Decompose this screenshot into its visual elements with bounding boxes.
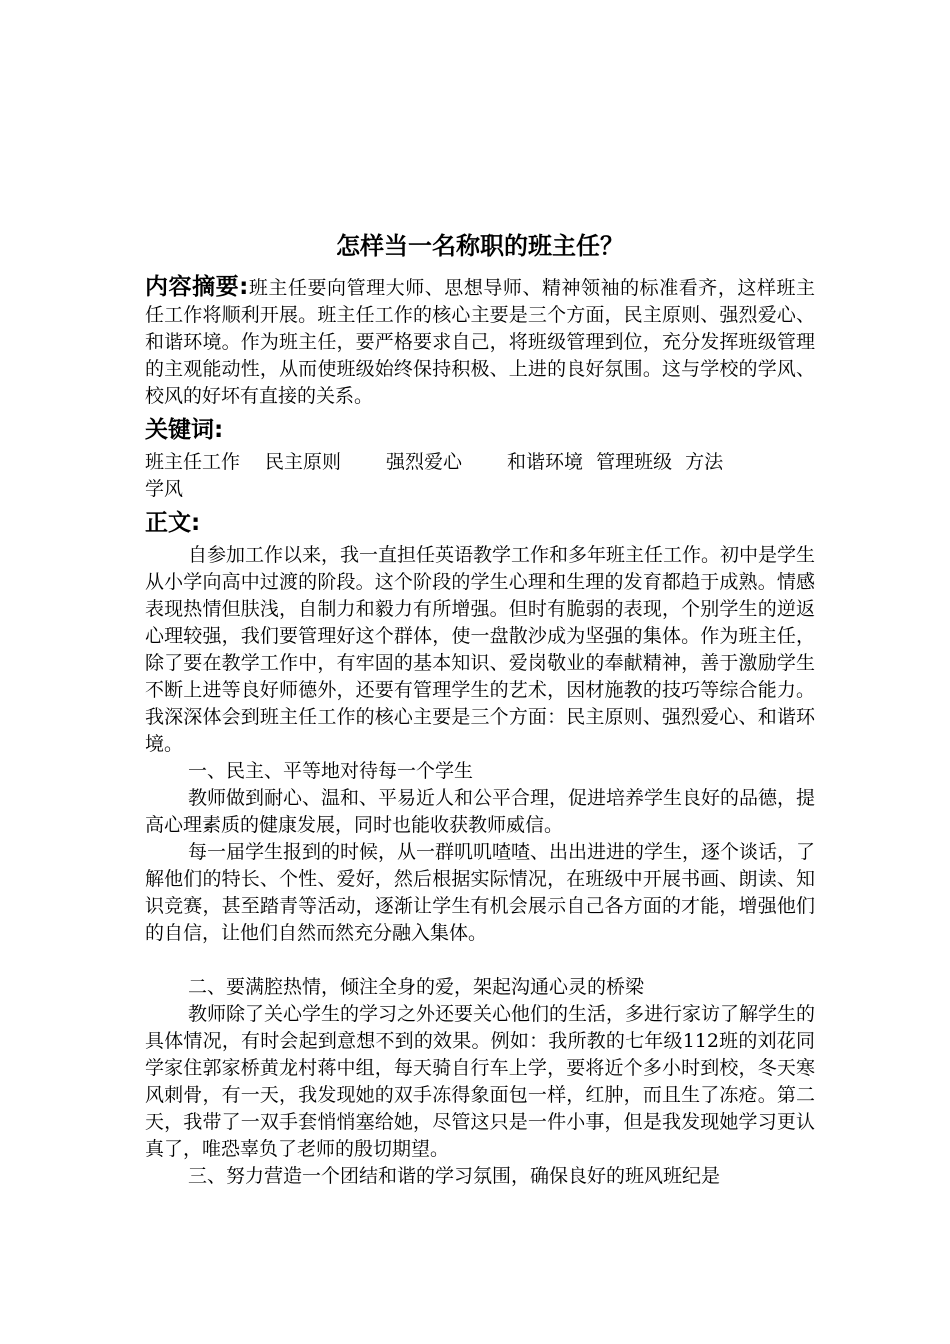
section-heading: 二、要满腔热情，倾注全身的爱，架起沟通心灵的桥梁 [188,976,645,998]
body-paragraph: 教师除了关心学生的学习之外还要关心他们的生活，多进行家访了解学生的具体情况，有时会起到意想不到的效果。例如：我所教的七年级112班的刘花同学家住郭家桥黄龙村蒋中组，每天骑自行车上学，要将近个多小时到校，冬天寒风刺骨，有一天，我发现她的双手冻得象面包一样，红肿，而且生了冻疮。第二天，我带了一双手套悄悄塞给她，尽管这只是一件小事，但是我发现她学习更认真了，唯恐辜负了老师的殷切期望。 [145,1003,816,1160]
abstract-label: 内容摘要: [145,274,249,300]
abstract-section [145,274,815,410]
keyword-item: 管理班级 [596,451,673,473]
keyword-item: 班主任工作 [145,451,241,473]
document-title: 怎样当一名称职的班主任？ [336,232,624,260]
document-page [145,226,815,1190]
keywords-list [145,449,815,503]
paragraph-spacer [145,947,815,974]
body-label: 正文: [145,510,201,536]
body-paragraph: 自参加工作以来，我一直担任英语教学工作和多年班主任工作。初中是学生从小学向高中过渡的阶段。这个阶段的学生心理和生理的发育都趋于成熟。情感表现热情但肤浅，自制力和毅力有所增强。但时有脆弱的表现，个别学生的逆返心理较强，我们要管理好这个群体，使一盘散沙成为坚强的集体。作为班主任，除了要在教学工作中，有牢固的基本知识、爱岗敬业的奉献精神，善于激励学生不断上进等良好师德外，还要有管理学生的艺术，因材施教的技巧等综合能力。我深深体会到班主任工作的核心主要是三个方面：民主原则、强烈爱心、和谐环境。 [145,544,816,755]
keyword-item: 民主原则 [265,451,342,473]
body-section [145,542,815,1190]
keyword-item: 强烈爱心 [386,451,463,473]
keyword-item: 和谐环境 [507,451,584,473]
keyword-item: 学风 [145,478,184,500]
section-heading: 三、努力营造一个团结和谐的学习氛围，确保良好的班风班纪是 [188,1165,721,1187]
abstract-text: 班主任要向管理大师、思想导师、精神领袖的标准看齐，这样班主任工作将顺利开展。班主任工作的核心主要是三个方面，民主原则、强烈爱心、和谐环境。作为班主任，要严格要求自己，将班级管理到位，充分发挥班级管理的主观能动性，从而使班级始终保持积极、上进的良好氛围。这与学校的学风、校风的好坏有直接的关系。 [145,277,815,407]
section-heading: 一、民主、平等地对待每一个学生 [188,760,474,782]
body-paragraph: 教师做到耐心、温和、平易近人和公平合理，促进培养学生良好的品德，提高心理素质的健康发展，同时也能收获教师威信。 [145,787,816,836]
keyword-item: 方法 [685,451,724,473]
keywords-label: 关键词: [145,417,224,443]
body-paragraph: 每一届学生报到的时候，从一群叽叽喳喳、出出进进的学生，逐个谈话，了解他们的特长、个性、爱好，然后根据实际情况，在班级中开展书画、朗读、知识竞赛，甚至踏青等活动，逐渐让学生有机会展示自己各方面的才能，增强他们的自信，让他们自然而然充分融入集体。 [145,841,816,944]
